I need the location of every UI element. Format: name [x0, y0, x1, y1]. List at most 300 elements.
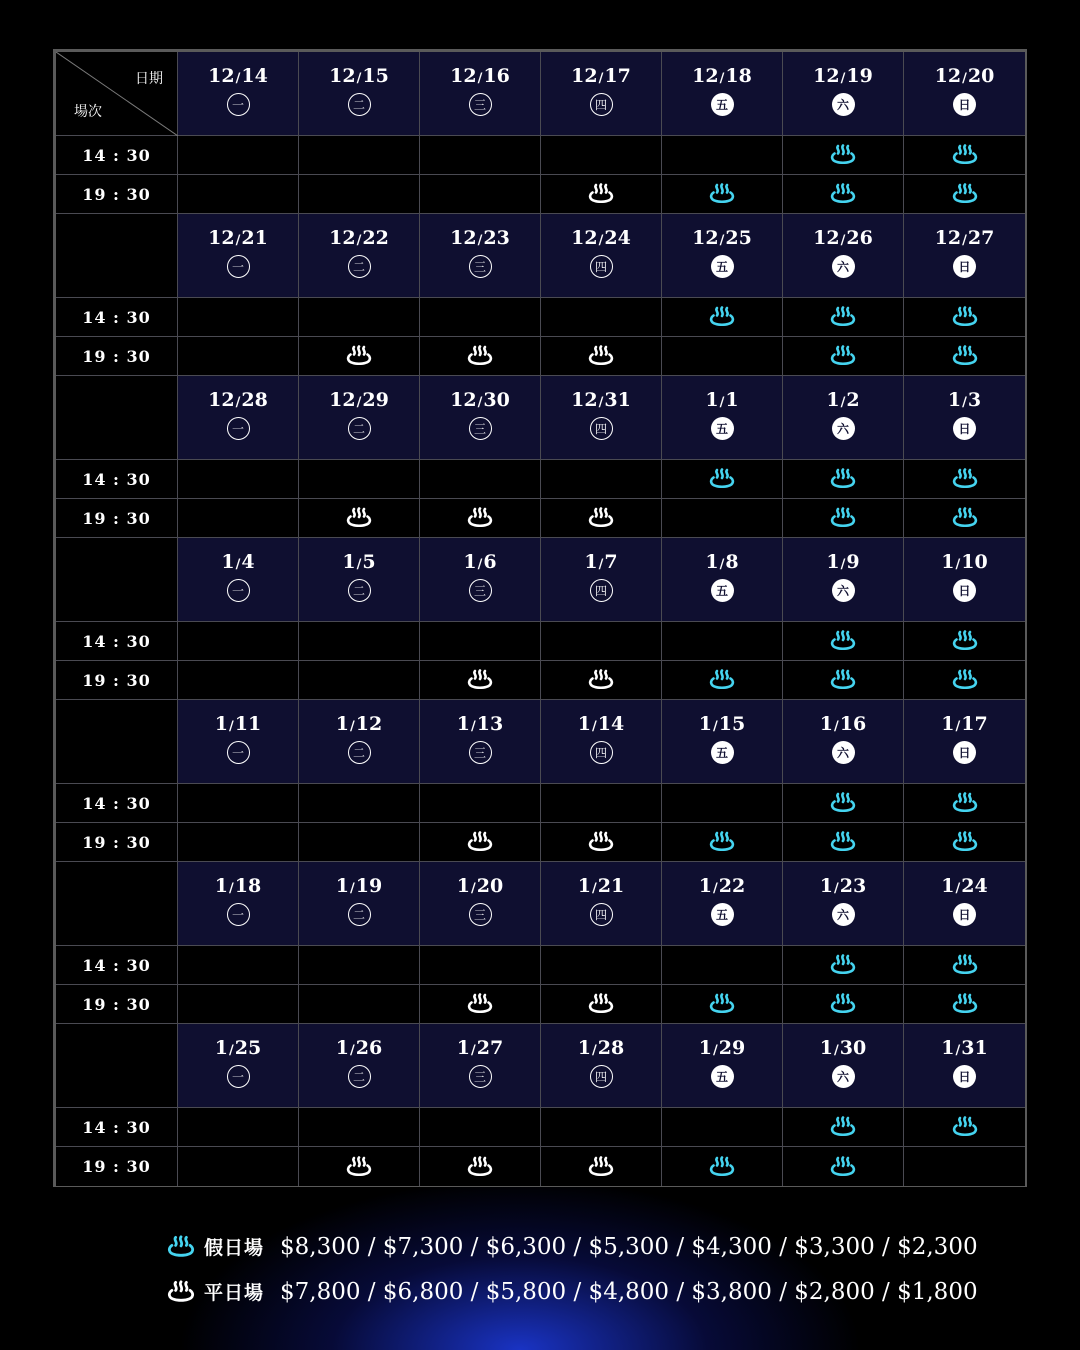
weekday-badge: 四 [590, 903, 613, 926]
date-separator: / [713, 719, 718, 734]
empty-cell [420, 946, 541, 985]
date-separator: / [235, 395, 241, 410]
onsen-icon [587, 183, 615, 205]
show-cell-weekday[interactable] [420, 499, 541, 538]
onsen-icon [829, 954, 857, 976]
show-cell-holiday[interactable] [783, 946, 904, 985]
weekday-badge: 一 [227, 903, 250, 926]
onsen-icon [951, 183, 979, 205]
date-cell [420, 538, 541, 622]
onsen-icon [466, 507, 494, 529]
date-separator: / [471, 881, 476, 896]
show-cell-weekday[interactable] [541, 1147, 662, 1186]
show-cell-holiday[interactable] [904, 499, 1025, 538]
month: 1 [463, 551, 477, 573]
show-cell-weekday[interactable] [541, 661, 662, 700]
date-separator: / [229, 881, 234, 896]
show-cell-holiday[interactable] [783, 1108, 904, 1147]
date-cell [541, 862, 662, 946]
empty-cell [299, 823, 420, 862]
show-cell-holiday[interactable] [783, 298, 904, 337]
month: 1 [698, 875, 713, 897]
onsen-icon [951, 993, 979, 1015]
empty-cell [541, 622, 662, 661]
onsen-icon [951, 468, 979, 490]
onsen-icon [345, 1156, 373, 1178]
onsen-icon [587, 507, 615, 529]
time-label: 14 : 30 [56, 460, 178, 499]
time-label: 14 : 30 [56, 784, 178, 823]
date-separator: / [471, 1043, 476, 1058]
date-cell [299, 1024, 420, 1108]
time-slot-row [56, 661, 1024, 700]
day: 17 [604, 65, 631, 87]
weekday-badge: 日 [953, 903, 976, 926]
date-label [948, 389, 981, 411]
date-label [336, 1037, 382, 1059]
day: 22 [718, 875, 746, 897]
show-cell-holiday[interactable] [783, 337, 904, 376]
legend-holiday-label: 假日場 [204, 1237, 265, 1259]
weekday-badge: 三 [469, 741, 492, 764]
show-cell-holiday[interactable] [904, 298, 1025, 337]
time-label: 19 : 30 [56, 661, 178, 700]
show-cell-holiday[interactable] [783, 622, 904, 661]
onsen-icon [466, 1156, 494, 1178]
date-cell [420, 376, 541, 460]
day: 18 [725, 65, 752, 87]
day: 3 [967, 389, 982, 411]
date-separator: / [719, 233, 725, 248]
time-label: 19 : 30 [56, 499, 178, 538]
date-label [342, 551, 375, 573]
weekday-badge: 日 [953, 417, 976, 440]
empty-cell [299, 136, 420, 175]
show-cell-weekday[interactable] [420, 823, 541, 862]
row-header-blank [56, 700, 178, 784]
day: 5 [362, 551, 376, 573]
show-cell-holiday[interactable] [904, 136, 1025, 175]
date-cell [178, 1024, 299, 1108]
weekday-badge: 五 [711, 579, 734, 602]
date-label [578, 875, 624, 897]
show-cell-holiday[interactable] [662, 175, 783, 214]
weekday-badge: 一 [227, 255, 250, 278]
show-cell-holiday[interactable] [904, 823, 1025, 862]
weekday-badge: 六 [832, 417, 855, 440]
month: 12 [208, 389, 235, 411]
weekday-badge: 三 [469, 903, 492, 926]
date-separator: / [955, 1043, 961, 1058]
weekday-badge: 二 [348, 255, 371, 278]
empty-cell [178, 175, 299, 214]
onsen-icon [829, 468, 857, 490]
show-cell-holiday[interactable] [783, 823, 904, 862]
day: 20 [476, 875, 504, 897]
date-separator: / [840, 395, 846, 410]
month: 12 [208, 65, 235, 87]
day: 30 [839, 1037, 867, 1059]
show-cell-holiday[interactable] [783, 175, 904, 214]
show-cell-weekday[interactable] [541, 823, 662, 862]
date-label [935, 65, 995, 87]
empty-cell [420, 1108, 541, 1147]
day: 13 [476, 713, 504, 735]
time-slot-row [56, 622, 1024, 661]
show-cell-holiday[interactable] [904, 460, 1025, 499]
date-cell [541, 1024, 662, 1108]
day: 25 [725, 227, 752, 249]
date-separator: / [592, 719, 597, 734]
time-slot-row [56, 460, 1024, 499]
show-cell-holiday[interactable] [904, 337, 1025, 376]
show-cell-weekday[interactable] [541, 499, 662, 538]
day: 31 [604, 389, 631, 411]
month: 1 [941, 1037, 955, 1059]
date-row [56, 52, 1024, 136]
empty-cell [299, 175, 420, 214]
date-label [699, 713, 745, 735]
day: 20 [967, 65, 995, 87]
month: 1 [577, 875, 592, 897]
weekday-badge: 四 [590, 741, 613, 764]
row-header-blank [56, 214, 178, 298]
show-cell-weekday[interactable] [299, 337, 420, 376]
day: 26 [355, 1037, 383, 1059]
date-label [571, 65, 631, 87]
date-cell [420, 700, 541, 784]
day: 6 [483, 551, 497, 573]
date-cell [662, 1024, 783, 1108]
month: 1 [819, 1037, 834, 1059]
date-separator: / [713, 1043, 718, 1058]
empty-cell [178, 499, 299, 538]
week-block [56, 52, 1024, 214]
show-cell-holiday[interactable] [783, 1147, 904, 1186]
onsen-icon [829, 1116, 857, 1138]
show-cell-holiday[interactable] [904, 175, 1025, 214]
date-row [56, 862, 1024, 946]
day: 14 [241, 65, 268, 87]
day: 31 [961, 1037, 988, 1059]
date-separator: / [713, 881, 718, 896]
weekday-badge: 二 [348, 93, 371, 116]
date-separator: / [598, 71, 604, 86]
empty-cell [904, 1147, 1025, 1186]
onsen-icon [587, 1156, 615, 1178]
date-cell [178, 862, 299, 946]
date-label [941, 551, 987, 573]
time-label: 19 : 30 [56, 985, 178, 1024]
date-label [208, 65, 268, 87]
show-cell-holiday[interactable] [783, 136, 904, 175]
onsen-icon [829, 831, 857, 853]
weekday-badge: 三 [469, 417, 492, 440]
month: 12 [329, 389, 356, 411]
weekday-badge: 二 [348, 1065, 371, 1088]
show-cell-holiday[interactable] [783, 661, 904, 700]
onsen-icon [829, 306, 857, 328]
date-separator: / [356, 395, 362, 410]
empty-cell [299, 784, 420, 823]
date-separator: / [719, 557, 725, 572]
day: 28 [597, 1037, 625, 1059]
date-label [699, 875, 745, 897]
day: 30 [483, 389, 510, 411]
show-cell-holiday[interactable] [904, 784, 1025, 823]
time-slot-row [56, 175, 1024, 214]
month: 12 [571, 227, 598, 249]
empty-cell [541, 460, 662, 499]
empty-cell [299, 622, 420, 661]
weekday-badge: 一 [227, 741, 250, 764]
day: 19 [355, 875, 383, 897]
show-cell-holiday[interactable] [662, 985, 783, 1024]
day: 14 [597, 713, 625, 735]
show-cell-holiday[interactable] [904, 622, 1025, 661]
day: 17 [961, 713, 988, 735]
month: 1 [214, 875, 229, 897]
empty-cell [299, 460, 420, 499]
empty-cell [420, 622, 541, 661]
date-label [463, 551, 496, 573]
show-cell-weekday[interactable] [299, 499, 420, 538]
weekday-badge: 四 [590, 1065, 613, 1088]
show-cell-holiday[interactable] [783, 784, 904, 823]
date-row [56, 1024, 1024, 1108]
month: 1 [456, 713, 471, 735]
day: 7 [604, 551, 618, 573]
date-separator: / [229, 1043, 234, 1058]
date-separator: / [840, 557, 846, 572]
date-cell [662, 376, 783, 460]
month: 1 [577, 713, 592, 735]
onsen-icon [829, 630, 857, 652]
date-separator: / [356, 557, 362, 572]
time-slot-row [56, 985, 1024, 1024]
show-cell-weekday[interactable] [420, 337, 541, 376]
date-row [56, 700, 1024, 784]
weekday-badge: 五 [711, 417, 734, 440]
slot-header-label: 場次 [74, 104, 102, 120]
onsen-icon [708, 831, 736, 853]
date-cell [178, 376, 299, 460]
date-label [329, 65, 389, 87]
date-label [215, 713, 261, 735]
date-label [820, 1037, 866, 1059]
date-cell [783, 862, 904, 946]
weekday-badge: 一 [227, 93, 250, 116]
onsen-icon [587, 993, 615, 1015]
date-cell [783, 376, 904, 460]
date-separator: / [350, 719, 355, 734]
show-cell-holiday[interactable] [783, 985, 904, 1024]
empty-cell [541, 1108, 662, 1147]
show-cell-holiday[interactable] [904, 985, 1025, 1024]
date-separator: / [840, 71, 846, 86]
row-header-blank [56, 376, 178, 460]
weekday-badge: 一 [227, 417, 250, 440]
month: 1 [577, 1037, 592, 1059]
show-cell-holiday[interactable] [662, 661, 783, 700]
weekday-badge: 四 [590, 417, 613, 440]
month: 12 [450, 389, 477, 411]
month: 12 [692, 227, 719, 249]
date-label [215, 875, 261, 897]
date-separator: / [235, 233, 241, 248]
day: 24 [604, 227, 631, 249]
legend-weekday-prices: $7,800 / $6,800 / $5,800 / $4,800 / $3,800 / $2,800 / $1,800 [280, 1278, 978, 1305]
weekday-badge: 日 [953, 741, 976, 764]
show-cell-holiday[interactable] [783, 460, 904, 499]
date-separator: / [955, 719, 961, 734]
onsen-icon [708, 468, 736, 490]
day: 21 [597, 875, 625, 897]
week-block [56, 214, 1024, 376]
date-cell [178, 214, 299, 298]
month: 1 [342, 551, 356, 573]
day: 21 [241, 227, 268, 249]
weekday-badge: 日 [953, 255, 976, 278]
date-label [826, 389, 859, 411]
day: 29 [362, 389, 389, 411]
date-cell [783, 52, 904, 136]
weekday-badge: 六 [832, 1065, 855, 1088]
date-cell [783, 538, 904, 622]
date-label [571, 227, 631, 249]
empty-cell [178, 337, 299, 376]
onsen-icon [587, 831, 615, 853]
date-cell [299, 214, 420, 298]
date-separator: / [477, 71, 483, 86]
date-label [820, 713, 866, 735]
show-cell-holiday[interactable] [662, 1147, 783, 1186]
date-separator: / [719, 395, 725, 410]
date-label [935, 227, 995, 249]
empty-cell [178, 622, 299, 661]
empty-cell [178, 985, 299, 1024]
day: 18 [234, 875, 262, 897]
day: 26 [846, 227, 873, 249]
date-cell [662, 214, 783, 298]
month: 1 [826, 551, 840, 573]
onsen-icon [708, 669, 736, 691]
date-cell [783, 700, 904, 784]
month: 12 [813, 227, 840, 249]
onsen-icon [345, 507, 373, 529]
date-cell [904, 52, 1025, 136]
onsen-icon [345, 345, 373, 367]
onsen-icon [708, 1156, 736, 1178]
date-cell [783, 1024, 904, 1108]
onsen-icon [466, 831, 494, 853]
month: 1 [826, 389, 840, 411]
date-row [56, 376, 1024, 460]
onsen-icon [166, 1235, 196, 1259]
date-cell [904, 538, 1025, 622]
month: 1 [705, 389, 719, 411]
show-cell-weekday[interactable] [420, 661, 541, 700]
date-label [208, 227, 268, 249]
weekday-badge: 三 [469, 1065, 492, 1088]
empty-cell [662, 499, 783, 538]
show-cell-holiday[interactable] [662, 823, 783, 862]
weekday-badge: 日 [953, 1065, 976, 1088]
show-cell-weekday[interactable] [541, 985, 662, 1024]
weekday-badge: 二 [348, 417, 371, 440]
show-cell-weekday[interactable] [299, 1147, 420, 1186]
onsen-icon [829, 669, 857, 691]
weekday-badge: 六 [832, 741, 855, 764]
weekday-badge: 五 [711, 741, 734, 764]
onsen-icon [951, 630, 979, 652]
date-label [571, 389, 631, 411]
show-cell-holiday[interactable] [904, 1108, 1025, 1147]
date-separator: / [350, 1043, 355, 1058]
month: 12 [571, 389, 598, 411]
date-label [450, 227, 510, 249]
month: 1 [221, 551, 235, 573]
date-label [457, 1037, 503, 1059]
empty-cell [299, 985, 420, 1024]
date-label [329, 227, 389, 249]
onsen-icon [829, 792, 857, 814]
time-slot-row [56, 1147, 1024, 1186]
show-cell-holiday[interactable] [783, 499, 904, 538]
date-label [329, 389, 389, 411]
onsen-icon [829, 1156, 857, 1178]
month: 12 [329, 65, 356, 87]
onsen-icon [829, 144, 857, 166]
day: 25 [234, 1037, 262, 1059]
date-cell [904, 862, 1025, 946]
date-separator: / [235, 557, 241, 572]
date-label [336, 713, 382, 735]
time-label: 14 : 30 [56, 622, 178, 661]
date-label [699, 1037, 745, 1059]
month: 12 [450, 65, 477, 87]
show-cell-holiday[interactable] [904, 661, 1025, 700]
date-separator: / [229, 719, 234, 734]
month: 1 [584, 551, 598, 573]
date-separator: / [477, 395, 483, 410]
show-cell-weekday[interactable] [420, 985, 541, 1024]
show-cell-holiday[interactable] [662, 298, 783, 337]
show-cell-weekday[interactable] [541, 337, 662, 376]
month: 1 [698, 713, 713, 735]
empty-cell [178, 784, 299, 823]
time-slot-row [56, 946, 1024, 985]
month: 1 [214, 1037, 229, 1059]
legend-holiday-prices: $8,300 / $7,300 / $6,300 / $5,300 / $4,300 / $3,300 / $2,300 [280, 1233, 978, 1260]
show-cell-weekday[interactable] [541, 175, 662, 214]
date-separator: / [840, 233, 846, 248]
date-label [941, 713, 987, 735]
empty-cell [178, 1147, 299, 1186]
day: 9 [846, 551, 860, 573]
date-separator: / [477, 557, 483, 572]
day: 27 [476, 1037, 504, 1059]
show-cell-holiday[interactable] [904, 946, 1025, 985]
weekday-badge: 六 [832, 255, 855, 278]
weekday-badge: 日 [953, 579, 976, 602]
time-slot-row [56, 136, 1024, 175]
day: 28 [241, 389, 268, 411]
show-cell-weekday[interactable] [420, 1147, 541, 1186]
time-slot-row [56, 1108, 1024, 1147]
show-cell-holiday[interactable] [662, 460, 783, 499]
empty-cell [178, 136, 299, 175]
